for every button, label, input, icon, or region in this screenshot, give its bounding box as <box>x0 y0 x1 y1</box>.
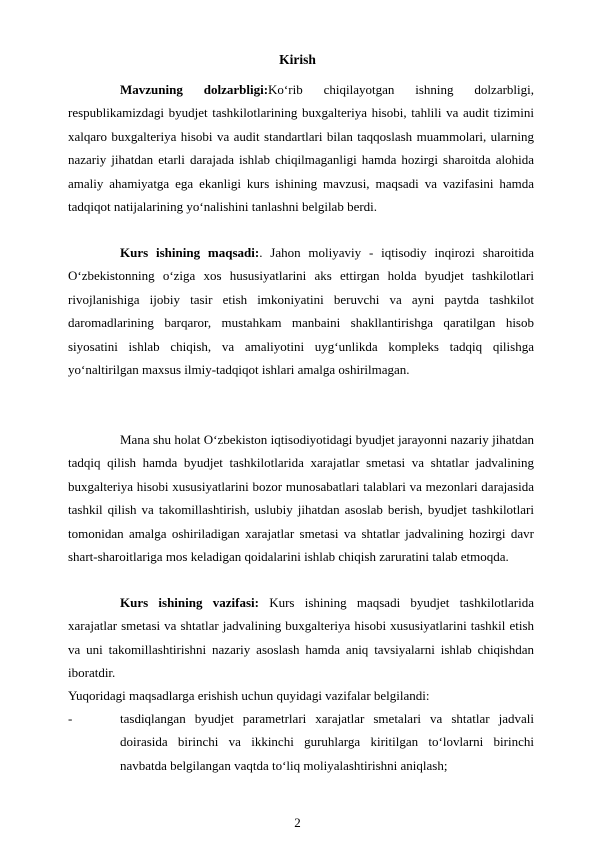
page-title: Kirish <box>279 52 316 67</box>
paragraph-context: Mana shu holat O‘zbekiston iqtisodiyotidagi byudjet jarayonni nazariy jihatdan tadqiq qilish hamda byudjet tashkilotlarida xarajatlar smetasi va shtatlar jadvalining buxgalteriya hisobi xususiyatlarini bozor munosabatlari talablari va mezonlari darajasida tashkil qilish va takomillashtirish, uslubiy jihatdan asoslab berish, byudjet tashkilotlari tomonidan amalga oshiriladigan xarajatlar smetasi va shtatlar jadvalining hozirgi davr shart-sharoitlariga mos keladigan qoidalarini ishlab chiqish zaruratini talab etmoqda. <box>68 432 534 565</box>
list-bullet: - <box>68 711 73 726</box>
paragraph-body: Kurs ishining maqsadi byudjet tashkilotlarida xarajatlar smetasi va shtatlar jadvalining buxgalteriya hisobi xususiyatlarini tashkil etish va uni takomillashtirishni nazariy asoslash hamda aniq tavsiyalarni ishlab chiqishdan iboratdir. <box>68 595 535 681</box>
paragraph-intro-list: Yuqoridagi maqsadlarga erishish uchun quyidagi vazifalar belgilandi: <box>68 688 430 703</box>
paragraph-goal <box>68 241 534 381</box>
paragraph-lead: Kurs ishining maqsadi: <box>120 245 260 260</box>
paragraph-lead: Mavzuning dolzarbligi: <box>120 82 269 97</box>
page-number: 2 <box>294 815 301 830</box>
paragraph-relevance <box>68 78 534 218</box>
paragraph-body: Ko‘rib chiqilayotgan ishning dolzarbligi, respublikamizdagi byudjet tashkilotlarining buxgalteriya hisobi, tahlili va audit tizimini xalqaro buxgalteriya hisobi va audit standartlari bilan taqqoslash muammolari, ularning nazariy jihatdan etarli darajada ishlab chiqilmaganligi hamda hozirgi sharoitda alohida amaliy ahamiyatga ega ekanligi kurs ishining mavzusi, maqsadi va vazifasini hamda tadqiqot natijalarining yo‘nalishini tanlashni belgilab berdi. <box>68 82 535 215</box>
paragraph-body: . Jahon moliyaviy - iqtisodiy inqirozi sharoitida O‘zbekistonning o‘ziga xos hususiyatlarini aks ettirgan holda byudjet tashkilotlari rivojlanishiga ijobiy tasir etish imkoniyatini beruvchi va ayni paytda tashkilot daromadlarining barqaror, mustahkam manbaini shakllantirishga qaratilgan hisob siyosatini ishlab chiqish, va amaliyotini uyg‘unlikda kompleks tadqiq qilishga yo‘naltirilgan maxsus ilmiy-tadqiqot ishlari amalga oshirilmagan. <box>68 245 534 378</box>
paragraph-task <box>68 591 534 685</box>
list-item-text: tasdiqlangan byudjet parametrlari xarajatlar smetalari va shtatlar jadvali doirasida birinchi va ikkinchi guruhlarga kiritilgan to‘lovlarni birinchi navbatda belgilangan vaqtda to‘liq moliyalashtirishni aniqlash; <box>120 711 534 773</box>
list-item <box>68 707 534 777</box>
paragraph-lead: Kurs ishining vazifasi: <box>120 595 259 610</box>
